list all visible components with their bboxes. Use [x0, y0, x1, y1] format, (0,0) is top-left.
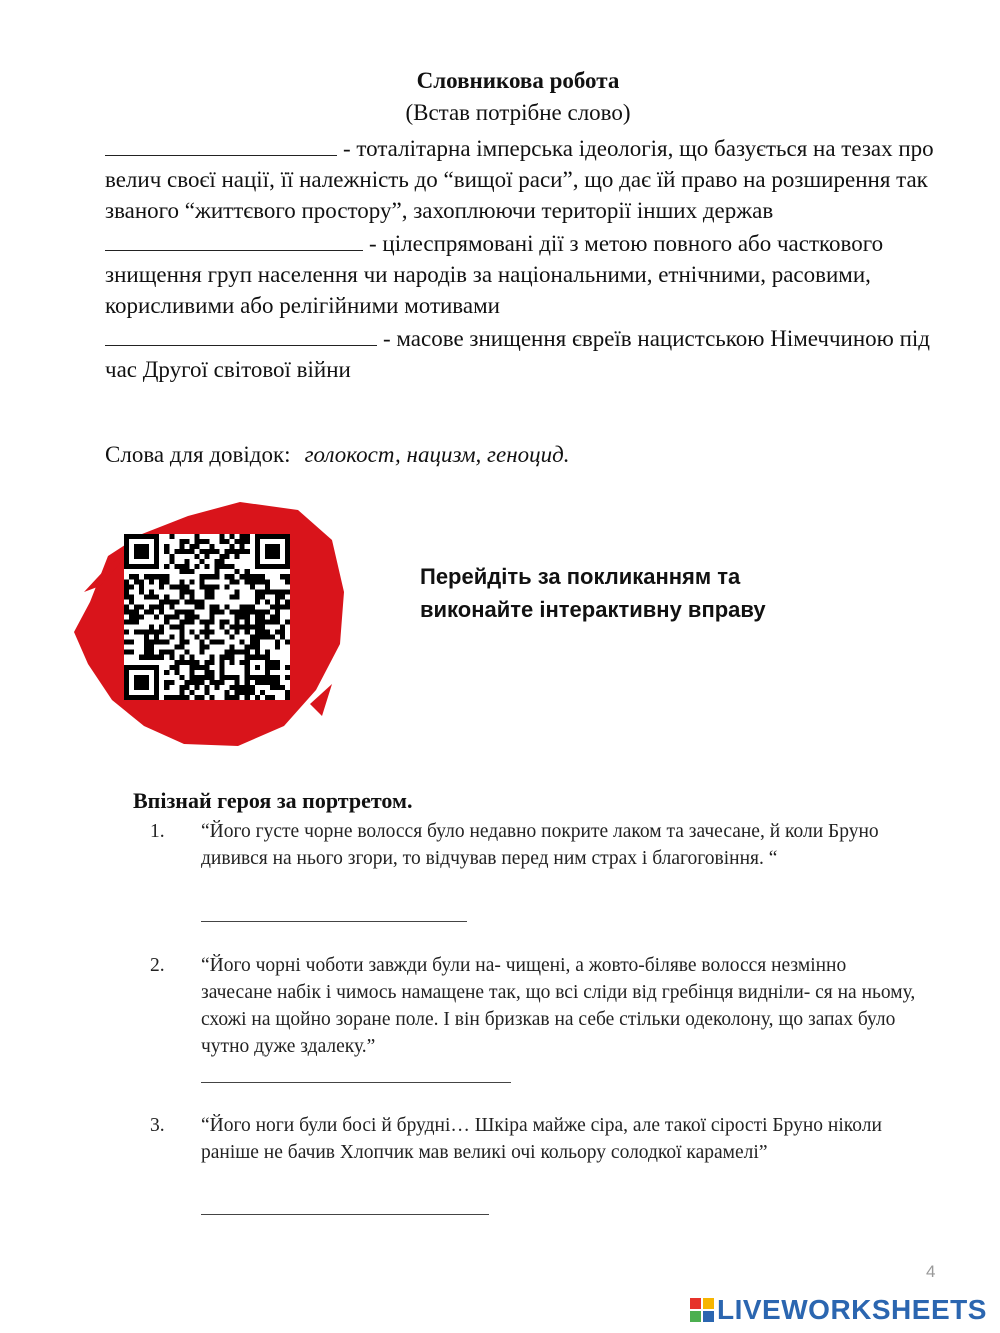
definition-1: - тоталітарна імперська ідеологія, що базується на тезах про велич своєї нації, її належність до “вищої раси”, що дає їй право на розширення так званого “життєвого простору”, захоплюючи території інших держав: [105, 136, 934, 223]
qr-code-icon: [124, 534, 290, 700]
qr-code-link[interactable]: [70, 494, 350, 754]
answer-line-3[interactable]: [201, 1213, 489, 1215]
page-number: 4: [926, 1262, 936, 1281]
reference-words: [105, 442, 570, 468]
section-title: Словникова робота: [416, 68, 620, 93]
reference-label: Слова для довідок:: [105, 442, 291, 467]
interactive-instructions: [420, 560, 766, 626]
section-subtitle: (Встав потрібне слово): [405, 100, 631, 125]
qr-code: [124, 534, 290, 700]
hero-section-title: Впізнай героя за портретом.: [133, 788, 413, 813]
item-quote: “Його ноги були босі й брудні… Шкіра майже сіра, але такої сірості Бруно ніколи раніше не бачив Хлопчик мав великі очі кольору солодкої карамелі”: [201, 1115, 882, 1163]
answer-blank-1[interactable]: [105, 131, 337, 156]
answer-blank-2[interactable]: [105, 226, 363, 251]
item-quote: “Його чорні чоботи завжди були на- чищені, а жовто-біляве волосся незмінно зачесане набік і чимось намащене так, що всі сліди від гребінця видніли- ся на ньому, схожі на щойно зоране поле. І він бризкав на себе стільки одеколону, що запах було чутно дуже здалеку.”: [201, 955, 916, 1057]
instructions-line-2: виконайте інтерактивну вправу: [420, 597, 766, 622]
definition-3: - масове знищення євреїв нацистською Німеччиною під час Другої світової війни: [105, 326, 931, 382]
instructions-line-1: Перейдіть за покликанням та: [420, 564, 741, 589]
definitions: [105, 131, 935, 385]
definition-2: - цілеспрямовані дії з метою повного або часткового знищення груп населення чи народів за національними, етнічними, расовими, корисливими або релігійними мотивами: [105, 231, 884, 318]
answer-line-2[interactable]: [201, 1081, 511, 1083]
liveworksheets-logo-icon: [690, 1298, 714, 1322]
item-number: 2.: [150, 955, 165, 976]
answer-blank-3[interactable]: [105, 321, 377, 346]
brand-name: LIVEWORKSHEETS: [717, 1294, 987, 1325]
item-quote: “Його густе чорне волосся було недавно покрите лаком та зачесане, й коли Бруно дивився на нього згори, то відчував перед ним страх і благоговіння. “: [201, 821, 879, 869]
item-number: 3.: [150, 1115, 165, 1136]
answer-line-1[interactable]: [201, 920, 467, 922]
liveworksheets-logo[interactable]: [690, 1293, 987, 1327]
item-number: 1.: [150, 821, 165, 842]
reference-list: голокост, нацизм, геноцид.: [304, 442, 570, 467]
